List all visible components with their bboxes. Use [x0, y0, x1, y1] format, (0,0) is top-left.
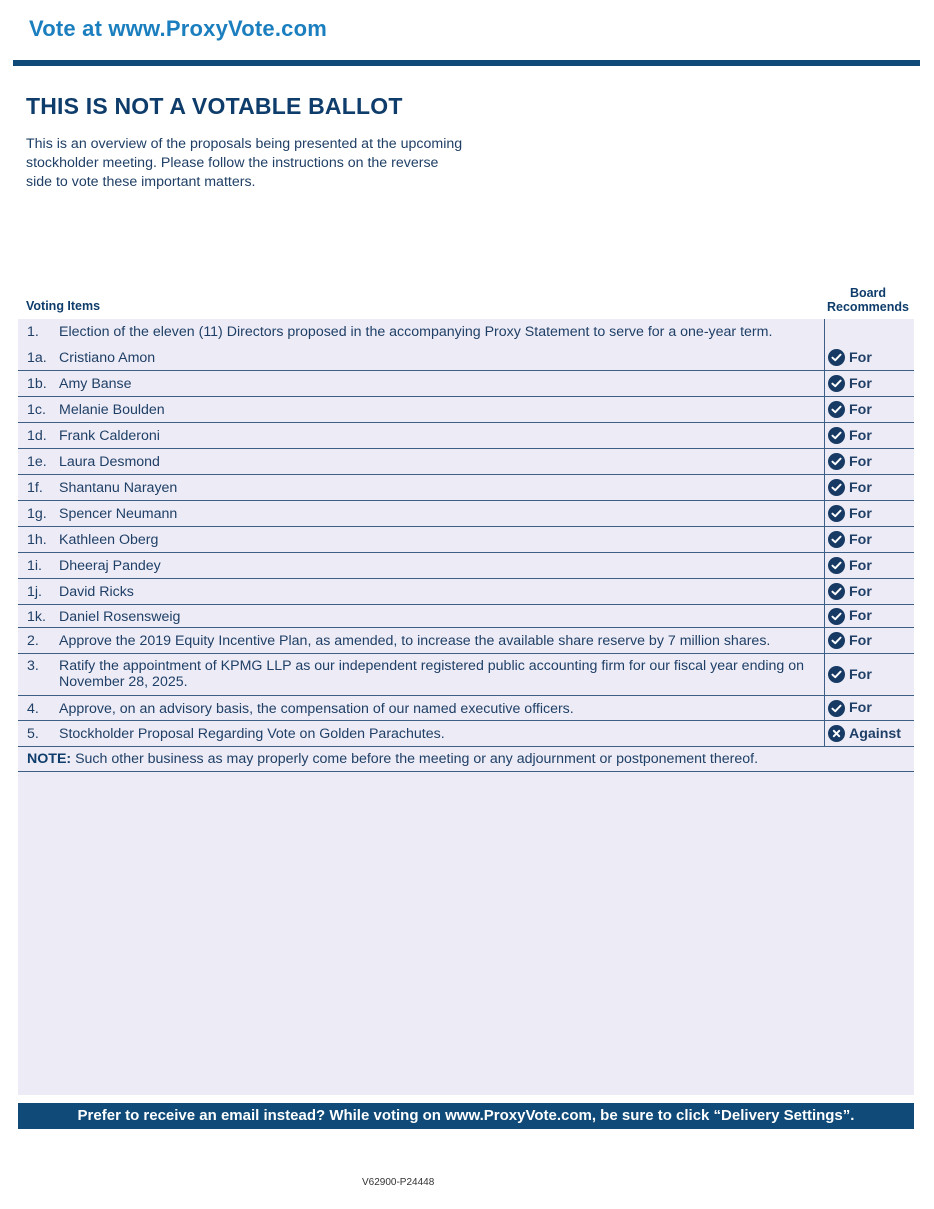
voting-item-text: Cristiano Amon — [59, 350, 156, 366]
voting-item-text: Frank Calderoni — [59, 428, 160, 444]
recommendation-label: For — [849, 375, 872, 392]
board-recommendation — [828, 453, 872, 470]
check-circle-icon — [828, 427, 845, 444]
voting-item-text: Stockholder Proposal Regarding Vote on Golden Parachutes. — [59, 726, 445, 742]
voting-item-number: 1e. — [27, 454, 47, 470]
recommendation-label: For — [849, 349, 872, 366]
voting-item-number: 1k. — [27, 608, 46, 625]
board-recommendation — [828, 427, 872, 444]
voting-item-number: 1g. — [27, 506, 47, 522]
board-recommendation — [828, 608, 872, 625]
voting-item-row — [18, 579, 914, 605]
recommendation-label: For — [849, 632, 872, 649]
board-recommendation — [828, 700, 872, 717]
voting-item-number: 1a. — [27, 350, 47, 366]
intro-paragraph: This is an overview of the proposals being presented at the upcoming stockholder meeting. Please follow the instructions on the reverse side to vote these important matters. — [26, 136, 463, 190]
voting-item-row — [18, 553, 914, 579]
note-rule — [18, 771, 914, 772]
check-circle-icon — [828, 375, 845, 392]
check-circle-icon — [828, 583, 845, 600]
board-recommendation — [828, 725, 901, 742]
recommendation-label: For — [849, 505, 872, 522]
board-recommendation — [828, 349, 872, 366]
header-rule — [13, 60, 920, 66]
voting-item-number: 5. — [27, 726, 39, 742]
recommendation-label: For — [849, 427, 872, 444]
voting-item-number: 1j. — [27, 584, 42, 600]
voting-item-row — [18, 345, 914, 371]
recommendation-label: For — [849, 608, 872, 624]
check-circle-icon — [828, 632, 845, 649]
check-circle-icon — [828, 505, 845, 522]
document-code: V62900-P24448 — [362, 1177, 435, 1188]
board-recommendation — [828, 401, 872, 418]
voting-item-row — [18, 397, 914, 423]
board-header-line1: Board — [849, 286, 887, 300]
page-title: THIS IS NOT A VOTABLE BALLOT — [26, 93, 403, 119]
note-line — [27, 751, 758, 767]
voting-item-number: 1i. — [27, 558, 42, 574]
recommend-column-divider — [824, 319, 825, 746]
note-text: Such other business as may properly come before the meeting or any adjournment or postponement thereof. — [71, 751, 759, 767]
voting-item-row — [18, 654, 914, 696]
voting-item-number: 4. — [27, 700, 39, 717]
recommendation-label: For — [849, 401, 872, 418]
voting-item-text: Approve the 2019 Equity Incentive Plan, as amended, to increase the available share reserve by 7 million shares. — [59, 633, 771, 649]
voting-item-row — [18, 721, 914, 747]
board-recommendation — [828, 479, 872, 496]
voting-item-text: Dheeraj Pandey — [59, 558, 161, 574]
voting-item-text: Ratify the appointment of KPMG LLP as our independent registered public accounting firm for our fiscal year ending on November 28, 2025. — [59, 658, 805, 690]
voting-item-text: Melanie Boulden — [59, 402, 165, 418]
voting-item-text: Laura Desmond — [59, 454, 160, 470]
voting-item-number: 1f. — [27, 480, 43, 496]
check-circle-icon — [828, 401, 845, 418]
voting-item-text: Election of the eleven (11) Directors proposed in the accompanying Proxy Statement to serve for a one-year term. — [59, 324, 773, 340]
note-label: NOTE: — [27, 751, 72, 767]
voting-item-row — [18, 527, 914, 553]
voting-item-text: Shantanu Narayen — [59, 480, 178, 496]
vote-url-header: Vote at www.ProxyVote.com — [29, 16, 327, 41]
recommendation-label: For — [849, 453, 872, 470]
voting-item-row — [18, 696, 914, 721]
recommendation-label: For — [849, 583, 872, 600]
voting-item-row — [18, 605, 914, 628]
board-recommendation — [828, 632, 872, 649]
check-circle-icon — [828, 700, 845, 717]
voting-item-number: 2. — [27, 633, 39, 649]
check-circle-icon — [828, 531, 845, 548]
voting-item-number: 3. — [27, 658, 39, 674]
recommendation-label: For — [849, 531, 872, 548]
email-delivery-banner: Prefer to receive an email instead? While voting on www.ProxyVote.com, be sure to click “Delivery Settings”. — [18, 1103, 914, 1129]
recommendation-label: For — [849, 479, 872, 496]
voting-item-row — [18, 449, 914, 475]
x-circle-icon — [828, 725, 845, 742]
voting-item-text: Approve, on an advisory basis, the compensation of our named executive officers. — [59, 700, 574, 717]
recommendation-label: For — [849, 700, 872, 716]
check-circle-icon — [828, 453, 845, 470]
board-recommendation — [828, 666, 872, 683]
voting-item-row — [18, 475, 914, 501]
voting-item-text: Amy Banse — [59, 376, 132, 392]
recommendation-label: For — [849, 557, 872, 574]
recommendation-label: Against — [849, 725, 902, 742]
voting-item-text: Kathleen Oberg — [59, 532, 159, 548]
board-recommendation — [828, 557, 872, 574]
voting-item-number: 1. — [27, 324, 39, 340]
voting-item-row — [18, 501, 914, 527]
voting-item-text: David Ricks — [59, 584, 134, 600]
voting-item-number: 1h. — [27, 532, 47, 548]
recommendation-label: For — [849, 666, 872, 683]
voting-item-number: 1d. — [27, 428, 47, 444]
check-circle-icon — [828, 557, 845, 574]
voting-item-row — [18, 371, 914, 397]
board-recommends-header — [822, 286, 914, 314]
voting-item-text: Daniel Rosensweig — [59, 608, 181, 625]
board-recommendation — [828, 531, 872, 548]
board-recommendation — [828, 505, 872, 522]
check-circle-icon — [828, 349, 845, 366]
check-circle-icon — [828, 479, 845, 496]
voting-item-text: Spencer Neumann — [59, 506, 178, 522]
voting-item-row — [18, 423, 914, 449]
voting-items-header: Voting Items — [26, 299, 101, 313]
voting-item-number: 1b. — [27, 376, 47, 392]
board-header-line2: Recommends — [827, 300, 909, 314]
voting-item-row — [18, 319, 914, 345]
board-recommendation — [828, 583, 872, 600]
check-circle-icon — [828, 666, 845, 683]
voting-item-number: 1c. — [27, 402, 46, 418]
voting-item-row — [18, 628, 914, 654]
check-circle-icon — [828, 608, 845, 625]
board-recommendation — [828, 375, 872, 392]
